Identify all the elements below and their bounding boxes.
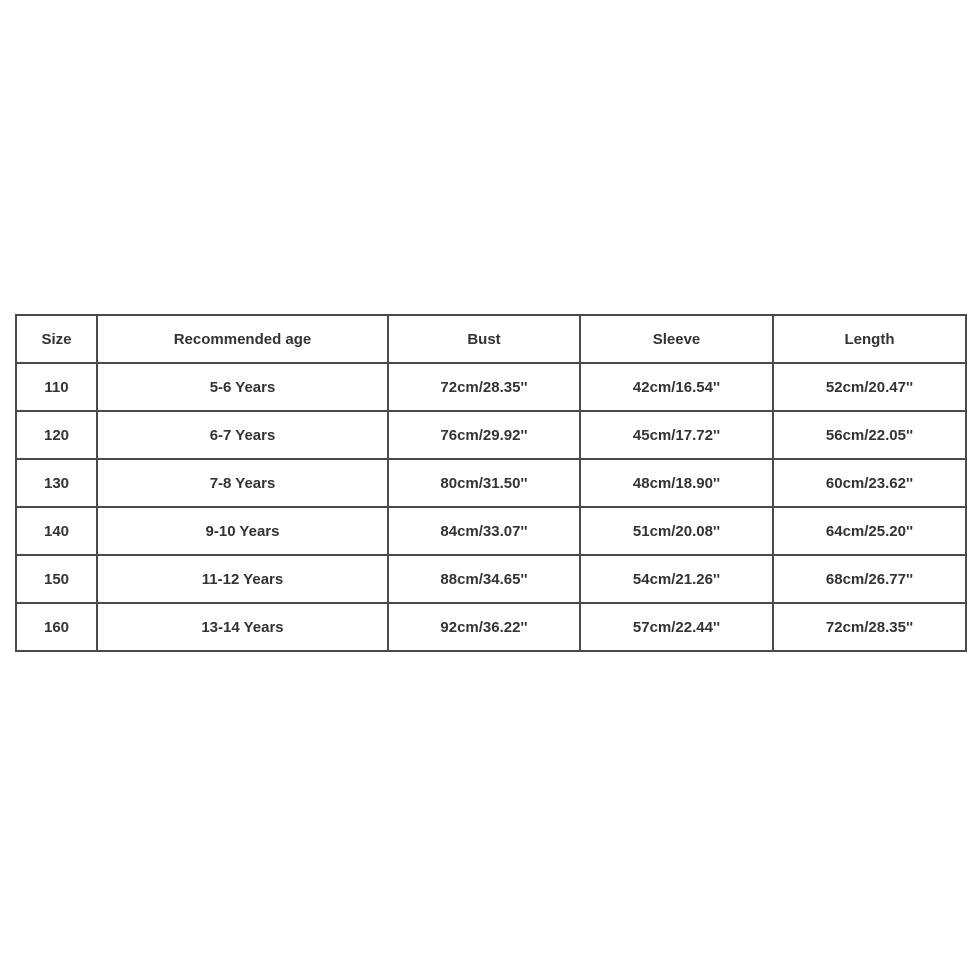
cell-bust: 72cm/28.35'' bbox=[388, 363, 580, 411]
header-sleeve: Sleeve bbox=[580, 315, 773, 363]
cell-bust: 84cm/33.07'' bbox=[388, 507, 580, 555]
cell-age: 9-10 Years bbox=[97, 507, 388, 555]
cell-length: 60cm/23.62'' bbox=[773, 459, 966, 507]
cell-bust: 76cm/29.92'' bbox=[388, 411, 580, 459]
cell-size: 140 bbox=[16, 507, 97, 555]
header-row bbox=[16, 315, 966, 363]
table-row bbox=[16, 555, 966, 603]
table-row bbox=[16, 459, 966, 507]
cell-sleeve: 45cm/17.72'' bbox=[580, 411, 773, 459]
header-bust: Bust bbox=[388, 315, 580, 363]
cell-sleeve: 57cm/22.44'' bbox=[580, 603, 773, 651]
cell-size: 110 bbox=[16, 363, 97, 411]
cell-age: 11-12 Years bbox=[97, 555, 388, 603]
size-chart-table bbox=[15, 314, 967, 652]
table-row bbox=[16, 603, 966, 651]
cell-length: 52cm/20.47'' bbox=[773, 363, 966, 411]
table-row bbox=[16, 411, 966, 459]
cell-size: 130 bbox=[16, 459, 97, 507]
cell-age: 7-8 Years bbox=[97, 459, 388, 507]
cell-size: 160 bbox=[16, 603, 97, 651]
table-row bbox=[16, 507, 966, 555]
cell-sleeve: 51cm/20.08'' bbox=[580, 507, 773, 555]
cell-sleeve: 54cm/21.26'' bbox=[580, 555, 773, 603]
cell-bust: 88cm/34.65'' bbox=[388, 555, 580, 603]
cell-bust: 92cm/36.22'' bbox=[388, 603, 580, 651]
header-size: Size bbox=[16, 315, 97, 363]
cell-age: 13-14 Years bbox=[97, 603, 388, 651]
cell-length: 56cm/22.05'' bbox=[773, 411, 966, 459]
cell-sleeve: 48cm/18.90'' bbox=[580, 459, 773, 507]
cell-bust: 80cm/31.50'' bbox=[388, 459, 580, 507]
cell-size: 120 bbox=[16, 411, 97, 459]
cell-length: 72cm/28.35'' bbox=[773, 603, 966, 651]
cell-sleeve: 42cm/16.54'' bbox=[580, 363, 773, 411]
header-length: Length bbox=[773, 315, 966, 363]
cell-age: 5-6 Years bbox=[97, 363, 388, 411]
header-recommended-age: Recommended age bbox=[97, 315, 388, 363]
cell-length: 64cm/25.20'' bbox=[773, 507, 966, 555]
cell-length: 68cm/26.77'' bbox=[773, 555, 966, 603]
table-row bbox=[16, 363, 966, 411]
cell-age: 6-7 Years bbox=[97, 411, 388, 459]
cell-size: 150 bbox=[16, 555, 97, 603]
